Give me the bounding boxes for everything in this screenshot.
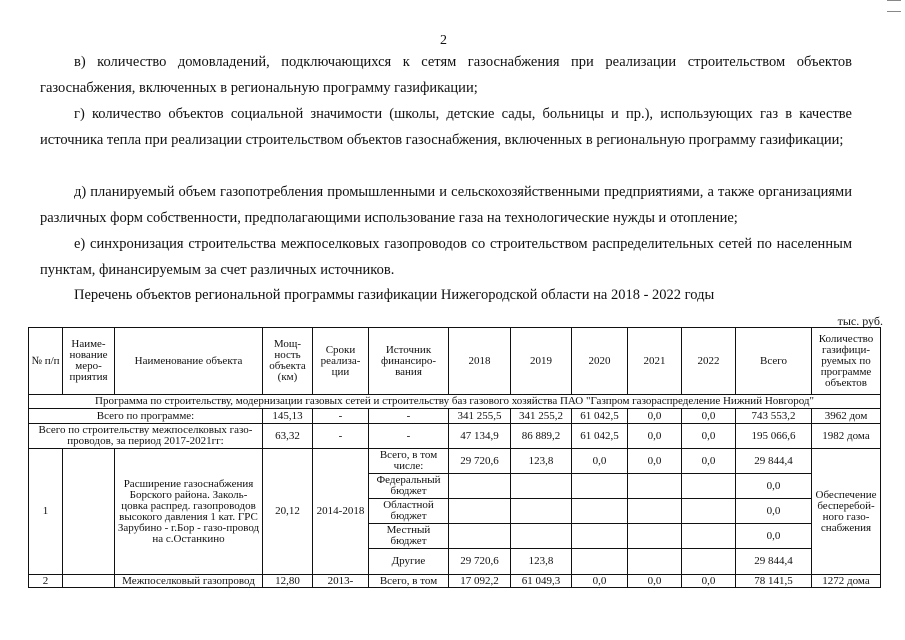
gasification-table [28,327,881,588]
table-header-row [29,328,881,395]
object1-2020 [572,474,628,499]
object1-2020 [572,499,628,524]
header-num: № п/п [29,328,63,395]
total-term: - [313,409,369,424]
table-caption: Перечень объектов региональной программы газификации Нижегородской области на 2018 - 2022 годы [74,287,715,303]
page-number: 2 [440,33,447,48]
object2-count: 1272 дома [812,575,881,588]
object1-2019 [511,524,572,549]
header-2021: 2021 [628,328,682,395]
object2-num: 2 [29,575,63,588]
subtotal-2021: 0,0 [628,424,682,449]
object1-name: Расширение газоснабжения Борского района. Заколь-цовка распред. газопроводов высокого давления 1 кат. ГРС Зарубино - г.Бор - газо-провод на с.Останкино [115,449,263,575]
object1-2019 [511,474,572,499]
header-2019: 2019 [511,328,572,395]
header-term: Сроки реализа-ции [313,328,369,395]
subtotal-label: Всего по строительству межпоселковых газо-проводов, за период 2017-2021гг: [29,424,263,449]
paragraph-e: е) синхронизация строительства межпоселковых газопроводов со строительством распределительных сетей по населенным пунктам, финансируемым за счет различных источников. [40,236,852,278]
object1-2022: 0,0 [682,449,736,474]
object2-row [29,575,881,588]
total-2020: 61 042,5 [572,409,628,424]
object1-source: Всего, в том числе: [369,449,449,474]
object1-2022 [682,499,736,524]
subtotal-2020: 61 042,5 [572,424,628,449]
object1-2022 [682,524,736,549]
section-title: Программа по строительству, модернизации газовых сетей и строительству баз газового хозяйства ПАО "Газпром газораспределение Нижний Новгород" [29,395,881,409]
subtotal-row [29,424,881,449]
object1-2022 [682,549,736,575]
object1-2020 [572,524,628,549]
total-2018: 341 255,5 [449,409,511,424]
object1-2022 [682,474,736,499]
object1-source: Федеральный бюджет [369,474,449,499]
page-corner-mark [887,0,901,12]
object2-2021: 0,0 [628,575,682,588]
subtotal-power: 63,32 [263,424,313,449]
object1-2018: 29 720,6 [449,549,511,575]
object1-2019 [511,499,572,524]
unit-label: тыс. руб. [837,314,883,328]
object1-2021: 0,0 [628,449,682,474]
total-count: 3962 дом [812,409,881,424]
object1-source: Другие [369,549,449,575]
section-row [29,395,881,409]
object2-2020: 0,0 [572,575,628,588]
object1-2020: 0,0 [572,449,628,474]
object1-2021 [628,524,682,549]
header-power: Мощ-ность объекта (км) [263,328,313,395]
object2-2018: 17 092,2 [449,575,511,588]
object1-2021 [628,549,682,575]
object1-sum: 0,0 [736,499,812,524]
object2-sum: 78 141,5 [736,575,812,588]
object1-2019: 123,8 [511,449,572,474]
total-2021: 0,0 [628,409,682,424]
subtotal-source: - [369,424,449,449]
subtotal-count: 1982 дома [812,424,881,449]
header-sum: Всего [736,328,812,395]
object1-power: 20,12 [263,449,313,575]
total-row [29,409,881,424]
object1-source: Областной бюджет [369,499,449,524]
subtotal-sum: 195 066,6 [736,424,812,449]
subtotal-term: - [313,424,369,449]
total-label: Всего по программе: [29,409,263,424]
object1-sum: 29 844,4 [736,449,812,474]
object1-2018 [449,524,511,549]
total-sum: 743 553,2 [736,409,812,424]
object2-term: 2013- [313,575,369,588]
object1-2018 [449,499,511,524]
subtotal-2018: 47 134,9 [449,424,511,449]
object1-row-total [29,449,881,474]
object2-2022: 0,0 [682,575,736,588]
object1-sum: 29 844,4 [736,549,812,575]
object1-sum: 0,0 [736,474,812,499]
object1-2021 [628,499,682,524]
object1-event [63,449,115,575]
object2-2019: 61 049,3 [511,575,572,588]
header-source: Источник финансиро-вания [369,328,449,395]
header-2022: 2022 [682,328,736,395]
total-source: - [369,409,449,424]
object1-count: Обеспечение бесперебой-ного газо-снабжения [812,449,881,575]
subtotal-2019: 86 889,2 [511,424,572,449]
header-2018: 2018 [449,328,511,395]
object1-2018: 29 720,6 [449,449,511,474]
paragraph-d: д) планируемый объем газопотребления промышленными и сельскохозяйственными предприятиями, а также организациями различных форм собственности, предполагающими использование газа на технологические нужды и отопление; [40,184,852,226]
total-power: 145,13 [263,409,313,424]
object1-2021 [628,474,682,499]
paragraph-v: в) количество домовладений, подключающихся к сетям газоснабжения при реализации строительством объектов газоснабжения, включенных в региональную программу газификации; [40,54,852,96]
object2-event [63,575,115,588]
header-event: Наиме-нование меро-приятия [63,328,115,395]
object1-2018 [449,474,511,499]
total-2022: 0,0 [682,409,736,424]
total-2019: 341 255,2 [511,409,572,424]
object1-2019: 123,8 [511,549,572,575]
object1-2020 [572,549,628,575]
object2-power: 12,80 [263,575,313,588]
object2-source: Всего, в том [369,575,449,588]
object1-term: 2014-2018 [313,449,369,575]
object2-name: Межпоселковый газопровод [115,575,263,588]
paragraph-g: г) количество объектов социальной значимости (школы, детские сады, больницы и пр.), использующих газ в качестве источника тепла при реализации строительством объектов газоснабжения, включенных в региональную программу газификации; [40,106,852,148]
header-object: Наименование объекта [115,328,263,395]
object1-sum: 0,0 [736,524,812,549]
object1-num: 1 [29,449,63,575]
subtotal-2022: 0,0 [682,424,736,449]
object1-source: Местный бюджет [369,524,449,549]
header-count: Количество газифици-руемых по программе объектов [812,328,881,395]
header-2020: 2020 [572,328,628,395]
